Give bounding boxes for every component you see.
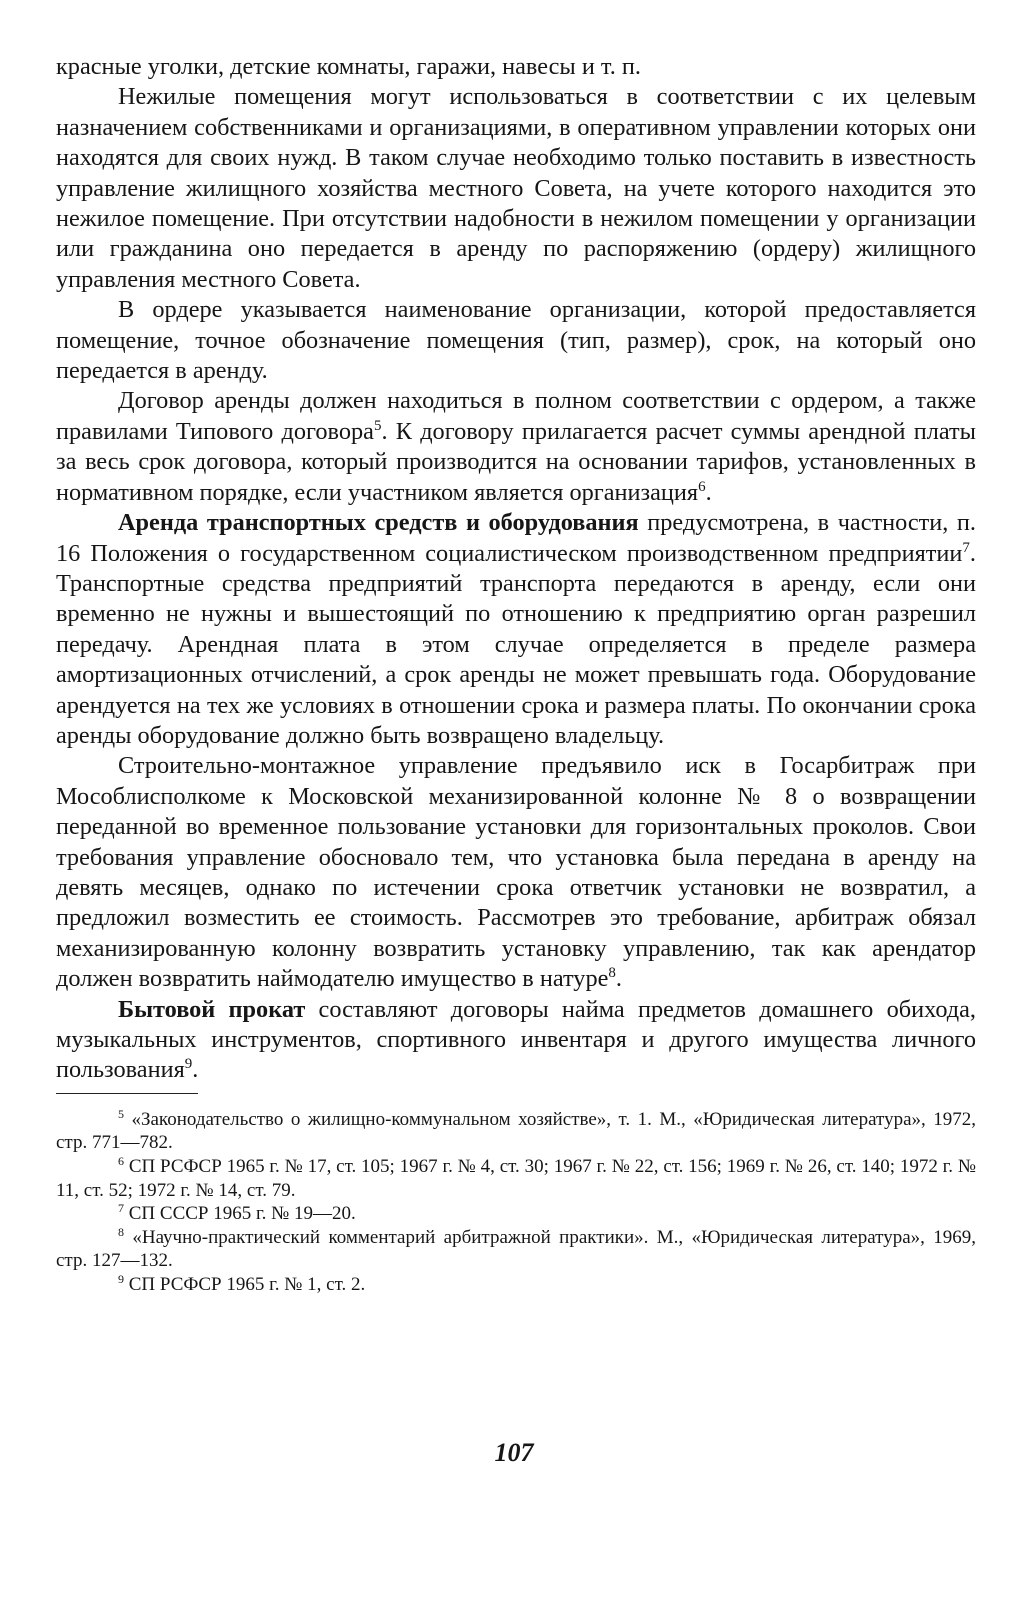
paragraph-5 <box>56 508 976 751</box>
paragraph-2: Нежилые помещения могут использоваться в соответствии с их целевым назначением собственниками и организациями, в оперативном управлении которых они находятся для своих нужд. В таком случае необходимо только поставить в известность управление жилищного хозяйства местного Совета, на учете которого находится это нежилое помещение. При отсутствии надобности в нежилом помещении у организации или гражданина оно передается в аренду по распоряжению (ордеру) жилищного управления местного Совета. <box>56 83 976 293</box>
paragraph-4-text-c: . <box>705 478 712 506</box>
footnote-ref-7: 7 <box>962 539 970 556</box>
footnote-ref-6: 6 <box>698 478 706 495</box>
paragraph-7-text-a: составляют договоры найма предметов домашнего обихода, музыкальных инструментов, спортивного инвентаря и другого имущества личного пользования <box>56 995 976 1084</box>
paragraph-4-text-b: . К договору прилагается расчет суммы арендной платы за весь срок договора, который производится на основании тарифов, установленных в нормативном порядке, если участником является организация <box>56 417 976 506</box>
body-text <box>56 52 976 1086</box>
page-number: 107 <box>494 1438 534 1467</box>
paragraph-6-text-b: . <box>615 965 622 993</box>
term-transport-rent: Аренда транспортных средств и оборудования <box>118 509 639 537</box>
footnote-number: 7 <box>118 1201 124 1216</box>
footnote-9 <box>56 1273 976 1297</box>
paragraph-5-text-a: предусмотрена, в частности, п. 16 Положения о государственном социалистическом производственном предприятии <box>56 509 976 567</box>
paragraph-1: красные уголки, детские комнаты, гаражи, навесы и т. п. <box>56 53 641 80</box>
footnote-ref-5: 5 <box>373 417 382 434</box>
footnote-text: СП СССР 1965 г. № 19—20. <box>128 1203 356 1225</box>
footnote-number: 8 <box>118 1224 124 1239</box>
footnote-ref-9: 9 <box>184 1056 193 1073</box>
paragraph-4-text-a: Договор аренды должен находиться в полном соответствии с ордером, а также правилами Типового договора <box>56 387 976 445</box>
footnote-7 <box>56 1202 976 1226</box>
paragraph-7 <box>56 995 976 1086</box>
footnote-8 <box>56 1226 976 1273</box>
footnotes <box>56 1108 976 1297</box>
paragraph-4 <box>56 386 976 508</box>
footnote-text: «Научно-практический комментарий арбитражной практики». М., «Юридическая литература», 1969, стр. 127—132. <box>56 1226 976 1272</box>
paragraph-5-text-b: . Транспортные средства предприятий транспорта передаются в аренду, если они временно не нужны и вышестоящий по отношению к предприятию орган разрешил передачу. Арендная плата в этом случае определяется в пределе размера амортизационных отчислений, а срок аренды не может превышать года. Оборудование арендуется на тех же условиях в отношении срока и размера платы. По окончании срока аренды оборудование должно быть возвращено владельцу. <box>56 539 976 749</box>
footnote-6 <box>56 1155 976 1202</box>
footnote-separator <box>56 1093 198 1094</box>
paragraph-7-text-b: . <box>192 1056 199 1084</box>
footnote-number: 9 <box>118 1271 124 1286</box>
footnote-number: 6 <box>118 1154 124 1168</box>
term-household-rental: Бытовой прокат <box>118 995 306 1023</box>
paragraph-6-text-a: Строительно-монтажное управление предъявило иск в Госарбитраж при Мособлисполкоме к Московской механизированной колонне № 8 о возвращении переданной во временное пользование установки для горизонтальных проколов. Свои требования управление обосновало тем, что установка была передана в аренду на девять месяцев, однако по истечении срока ответчик установки не возвратил, а предложил возместить ее стоимость. Рассмотрев это требование, арбитраж обязал механизированную колонну возвратить установку управлению, так как арендатор должен возвратить наймодателю имущество в натуре <box>56 752 976 993</box>
footnote-text: СП РСФСР 1965 г. № 1, ст. 2. <box>128 1273 366 1295</box>
paragraph-6 <box>56 751 976 994</box>
footnote-text: «Законодательство о жилищно-коммунальном хозяйстве», т. 1. М., «Юридическая литература», 1972, стр. 771—782. <box>56 1108 977 1154</box>
footnote-number: 5 <box>118 1106 124 1121</box>
footnote-text: СП РСФСР 1965 г. № 17, ст. 105; 1967 г. № 4, ст. 30; 1967 г. № 22, ст. 156; 1969 г. № 26, ст. 140; 1972 г. № 11, ст. 52; 1972 г. № 14, ст. 79. <box>56 1156 977 1201</box>
footnote-ref-8: 8 <box>608 965 616 982</box>
page-content <box>56 52 976 1297</box>
footnote-5 <box>56 1108 976 1155</box>
paragraph-3: В ордере указывается наименование организации, которой предоставляется помещение, точное обозначение помещения (тип, размер), срок, на который оно передается в аренду. <box>56 296 976 385</box>
